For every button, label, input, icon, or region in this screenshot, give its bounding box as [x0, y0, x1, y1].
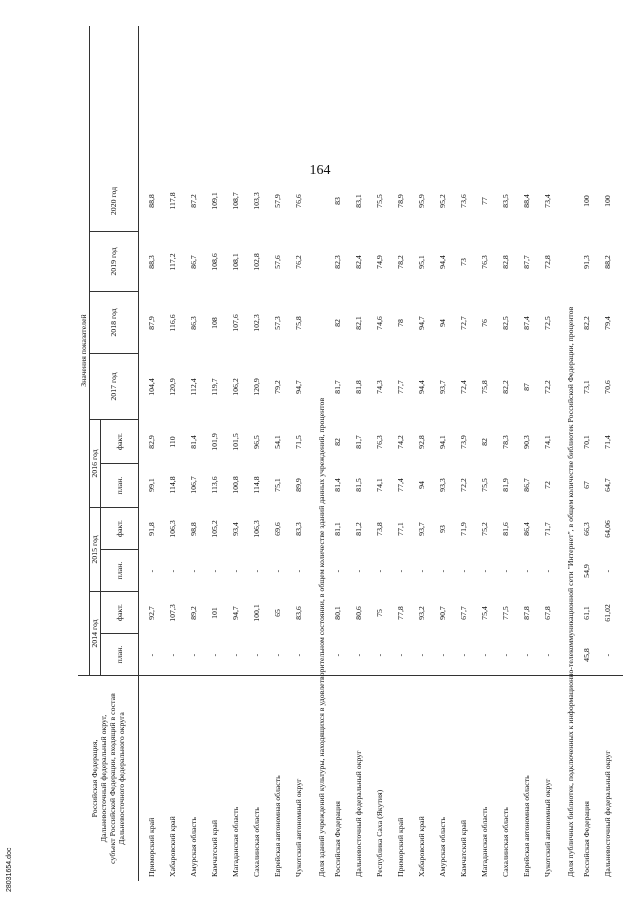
- value-cell: 77,7: [396, 380, 405, 394]
- value-cell: 103,3: [252, 192, 261, 210]
- value-cell: 93,3: [438, 478, 447, 492]
- value-cell: 110: [168, 436, 177, 448]
- value-cell: 101,9: [210, 433, 219, 451]
- value-cell: 81,9: [501, 478, 510, 492]
- rotated-table-frame: [78, 26, 623, 881]
- value-cell: -: [417, 653, 426, 657]
- value-cell: 75,4: [480, 606, 489, 620]
- value-cell: 120,9: [252, 378, 261, 396]
- values-title: Значения показателей: [78, 26, 90, 675]
- value-cell: 83,5: [501, 194, 510, 208]
- value-cell: 99,1: [147, 478, 156, 492]
- value-cell: -: [438, 569, 447, 573]
- value-cell: 75,8: [480, 380, 489, 394]
- value-cell: 93,4: [231, 522, 240, 536]
- year-2014-label: 2014 год: [89, 592, 101, 675]
- value-cell: 107,3: [168, 604, 177, 622]
- value-cell: 54,9: [582, 564, 591, 578]
- value-cell: 72,5: [543, 316, 552, 330]
- value-cell: -: [189, 653, 198, 657]
- value-cell: -: [501, 653, 510, 657]
- value-cell: -: [231, 569, 240, 573]
- region-header-line: субъект Российской Федерации, входящий в состав: [108, 693, 117, 864]
- value-cell: 81,8: [354, 380, 363, 394]
- value-cell: 72,4: [459, 380, 468, 394]
- section-heading: Доля зданий учреждений культуры, находящихся в удовлетворительном состоянии, в общем количестве зданий данных учреждений, процентов: [317, 397, 326, 877]
- value-cell: 82: [333, 438, 342, 446]
- value-cell: 92,8: [417, 435, 426, 449]
- value-cell: 75: [375, 609, 384, 617]
- value-cell: 57,9: [273, 194, 282, 208]
- value-cell: 75,1: [273, 478, 282, 492]
- value-cell: 77,8: [396, 606, 405, 620]
- value-cell: 82: [480, 438, 489, 446]
- value-cell: -: [354, 653, 363, 657]
- region-header-line: Российская Федерация,: [90, 739, 99, 818]
- value-cell: -: [210, 653, 219, 657]
- row-label: Магаданская область: [231, 806, 240, 877]
- value-cell: -: [459, 569, 468, 573]
- value-cell: -: [480, 569, 489, 573]
- value-cell: -: [231, 653, 240, 657]
- value-cell: 94: [417, 481, 426, 489]
- value-cell: 94,7: [417, 316, 426, 330]
- value-cell: 73,6: [459, 194, 468, 208]
- value-cell: 76,3: [375, 435, 384, 449]
- year-2019-header: 2019 год: [89, 231, 138, 291]
- value-cell: 76,3: [480, 255, 489, 269]
- value-cell: 102,3: [252, 314, 261, 332]
- value-cell: 81,4: [189, 435, 198, 449]
- value-cell: -: [522, 653, 531, 657]
- value-cell: 100,8: [231, 476, 240, 494]
- value-cell: 98,8: [189, 522, 198, 536]
- value-cell: 119,7: [210, 378, 219, 396]
- value-cell: 80,6: [354, 606, 363, 620]
- row-label: Камчатский край: [210, 819, 219, 877]
- value-cell: 112,4: [189, 378, 198, 396]
- value-cell: -: [438, 653, 447, 657]
- value-cell: 64,06: [603, 520, 612, 538]
- value-cell: 74,9: [375, 255, 384, 269]
- value-cell: 78,9: [396, 194, 405, 208]
- row-label: Сахалинская область: [501, 807, 510, 877]
- value-cell: 104,4: [147, 378, 156, 396]
- value-cell: 94,7: [294, 380, 303, 394]
- value-cell: 81,7: [354, 435, 363, 449]
- region-header-line: Дальневосточный федеральный округ,: [99, 714, 108, 843]
- value-cell: 91,3: [582, 255, 591, 269]
- value-cell: 83,1: [354, 194, 363, 208]
- value-cell: 77,5: [501, 606, 510, 620]
- value-cell: 87,4: [522, 316, 531, 330]
- value-cell: 93,7: [417, 522, 426, 536]
- row-label: Магаданская область: [480, 806, 489, 877]
- row-label: Дальневосточный федеральный округ: [354, 750, 363, 877]
- value-cell: 107,6: [231, 314, 240, 332]
- value-cell: 61,1: [582, 606, 591, 620]
- value-cell: 88,2: [603, 255, 612, 269]
- value-cell: 82,5: [501, 316, 510, 330]
- value-cell: 100: [582, 195, 591, 207]
- value-cell: 82,2: [582, 316, 591, 330]
- year-2015-label: 2015 год: [89, 508, 101, 591]
- value-cell: 88,4: [522, 194, 531, 208]
- value-cell: 114,8: [168, 476, 177, 494]
- value-cell: -: [333, 653, 342, 657]
- value-cell: 87,8: [522, 606, 531, 620]
- value-cell: 76,6: [294, 194, 303, 208]
- value-cell: 75,5: [480, 478, 489, 492]
- value-cell: -: [501, 569, 510, 573]
- value-cell: 109,1: [210, 192, 219, 210]
- region-header-line: Дальневосточного федерального округа: [117, 712, 126, 845]
- row-label: Республика Саха (Якутия): [375, 789, 384, 877]
- value-cell: 90,7: [438, 606, 447, 620]
- value-cell: 94,7: [231, 606, 240, 620]
- value-cell: 69,6: [273, 522, 282, 536]
- value-cell: 82,4: [354, 255, 363, 269]
- value-cell: 95,1: [417, 255, 426, 269]
- row-label: Чукотский автономный округ: [294, 778, 303, 877]
- row-label: Российская Федерация: [582, 801, 591, 877]
- value-cell: 83,6: [294, 606, 303, 620]
- year-2017-header: 2017 год: [89, 353, 138, 419]
- value-cell: -: [543, 569, 552, 573]
- value-cell: 113,6: [210, 476, 219, 494]
- value-cell: 81,4: [333, 478, 342, 492]
- value-cell: 74,6: [375, 316, 384, 330]
- value-cell: 72,2: [459, 478, 468, 492]
- year-2016-group: [89, 419, 138, 507]
- value-cell: 79,2: [273, 380, 282, 394]
- value-cell: 86,3: [189, 316, 198, 330]
- value-cell: 67,8: [543, 606, 552, 620]
- values-area: [78, 26, 623, 675]
- value-cell: 101,5: [231, 433, 240, 451]
- value-cell: -: [147, 653, 156, 657]
- value-cell: 93,7: [438, 380, 447, 394]
- value-cell: 71,7: [543, 522, 552, 536]
- value-cell: -: [396, 653, 405, 657]
- fact-header: факт.: [114, 433, 124, 450]
- value-cell: 88,3: [147, 255, 156, 269]
- value-cell: 102,8: [252, 253, 261, 271]
- value-cell: -: [294, 569, 303, 573]
- value-cell: 87,9: [147, 316, 156, 330]
- value-cell: 105,2: [210, 520, 219, 538]
- value-cell: 82,9: [147, 435, 156, 449]
- section-heading: Доля публичных библиотек, подключенных к информационно-телекоммуникационной сети "Интернет", в общем количестве библиотек Российской Федерации, процентов: [566, 306, 575, 877]
- value-cell: 64,7: [603, 478, 612, 492]
- value-cell: 77,4: [396, 478, 405, 492]
- value-cell: -: [522, 569, 531, 573]
- value-cell: 74,2: [396, 435, 405, 449]
- value-cell: 93,2: [417, 606, 426, 620]
- values-header: [78, 26, 139, 675]
- value-cell: 76,2: [294, 255, 303, 269]
- value-cell: 90,3: [522, 435, 531, 449]
- value-cell: 71,9: [459, 522, 468, 536]
- value-cell: -: [480, 653, 489, 657]
- row-label: Еврейская автономная область: [522, 775, 531, 877]
- value-cell: 57,3: [273, 316, 282, 330]
- value-cell: 73,9: [459, 435, 468, 449]
- value-cell: 95,9: [417, 194, 426, 208]
- value-cell: 106,2: [231, 378, 240, 396]
- value-cell: -: [189, 569, 198, 573]
- page-number: 164: [309, 163, 331, 178]
- fact-header: факт.: [114, 604, 124, 621]
- value-cell: 71,4: [603, 435, 612, 449]
- plan-header: план.: [100, 549, 138, 591]
- value-cell: 45,8: [582, 648, 591, 662]
- row-label: Камчатский край: [459, 819, 468, 877]
- value-cell: -: [354, 569, 363, 573]
- value-cell: 82: [333, 319, 342, 327]
- row-label: Приморский край: [396, 817, 405, 877]
- value-cell: 96,5: [252, 435, 261, 449]
- value-cell: 82,3: [333, 255, 342, 269]
- row-label: Еврейская автономная область: [273, 775, 282, 877]
- value-cell: 74,1: [543, 435, 552, 449]
- year-2015-group: [89, 507, 138, 591]
- value-cell: -: [252, 569, 261, 573]
- value-cell: 92,7: [147, 606, 156, 620]
- value-cell: 81,1: [333, 522, 342, 536]
- value-cell: 116,6: [168, 314, 177, 332]
- value-cell: 78,2: [396, 255, 405, 269]
- value-cell: -: [273, 569, 282, 573]
- value-cell: 108,1: [231, 253, 240, 271]
- year-2014-group: [89, 591, 138, 675]
- value-cell: 74,3: [375, 380, 384, 394]
- value-cell: 86,7: [522, 478, 531, 492]
- value-cell: 73,1: [582, 380, 591, 394]
- value-cell: 81,7: [333, 380, 342, 394]
- year-2018-header: 2018 год: [89, 291, 138, 353]
- region-column-header: [78, 676, 139, 881]
- value-cell: -: [333, 569, 342, 573]
- value-cell: -: [147, 569, 156, 573]
- plan-header: план.: [100, 463, 138, 507]
- value-cell: 94,4: [438, 255, 447, 269]
- value-cell: -: [273, 653, 282, 657]
- indicator-table: [78, 26, 623, 881]
- value-cell: 71,5: [294, 435, 303, 449]
- value-cell: 94,1: [438, 435, 447, 449]
- value-cell: 86,7: [189, 255, 198, 269]
- row-label: Хабаровский край: [417, 816, 426, 877]
- value-cell: 61,02: [603, 604, 612, 622]
- value-cell: 108: [210, 317, 219, 329]
- footer-code: 28031654.doc: [6, 847, 13, 892]
- value-cell: 57,6: [273, 255, 282, 269]
- value-cell: 87: [522, 383, 531, 391]
- row-label: Чукотский автономный округ: [543, 778, 552, 877]
- value-cell: 73: [459, 258, 468, 266]
- value-cell: 66,3: [582, 522, 591, 536]
- value-cell: 89,9: [294, 478, 303, 492]
- value-cell: 94: [438, 319, 447, 327]
- value-cell: 67: [582, 481, 591, 489]
- value-cell: -: [252, 653, 261, 657]
- value-cell: 70,1: [582, 435, 591, 449]
- value-cell: -: [417, 569, 426, 573]
- value-cell: 106,7: [189, 476, 198, 494]
- value-cell: 108,7: [231, 192, 240, 210]
- value-cell: 54,1: [273, 435, 282, 449]
- value-cell: 72: [543, 481, 552, 489]
- value-cell: -: [603, 569, 612, 573]
- value-cell: 67,7: [459, 606, 468, 620]
- value-cell: 100,1: [252, 604, 261, 622]
- value-cell: 77: [480, 197, 489, 205]
- value-cell: 120,9: [168, 378, 177, 396]
- value-cell: 65: [273, 609, 282, 617]
- value-cell: 117,2: [168, 253, 177, 271]
- value-cell: 74,1: [375, 478, 384, 492]
- value-cell: 91,8: [147, 522, 156, 536]
- value-cell: 86,4: [522, 522, 531, 536]
- value-cell: 83: [333, 197, 342, 205]
- value-cell: 82,8: [501, 255, 510, 269]
- value-cell: -: [375, 653, 384, 657]
- row-label: Российская Федерация: [333, 801, 342, 877]
- value-cell: -: [459, 653, 468, 657]
- value-cell: 75,5: [375, 194, 384, 208]
- row-label: Амурская область: [438, 817, 447, 877]
- value-cell: 100: [603, 195, 612, 207]
- value-cell: 75,8: [294, 316, 303, 330]
- value-cell: 72,7: [459, 316, 468, 330]
- value-cell: 114,8: [252, 476, 261, 494]
- value-cell: -: [375, 569, 384, 573]
- value-cell: 82,2: [501, 380, 510, 394]
- value-cell: 76: [480, 319, 489, 327]
- value-cell: 79,4: [603, 316, 612, 330]
- value-cell: 88,8: [147, 194, 156, 208]
- row-label: Приморский край: [147, 817, 156, 877]
- value-cell: 87,2: [189, 194, 198, 208]
- value-cell: -: [396, 569, 405, 573]
- row-label: Сахалинская область: [252, 807, 261, 877]
- value-cell: -: [543, 653, 552, 657]
- value-cell: 83,3: [294, 522, 303, 536]
- value-cell: 73,4: [543, 194, 552, 208]
- value-cell: 70,6: [603, 380, 612, 394]
- value-cell: 89,2: [189, 606, 198, 620]
- value-cell: 117,8: [168, 192, 177, 210]
- value-cell: 108,6: [210, 253, 219, 271]
- value-cell: 106,3: [252, 520, 261, 538]
- value-cell: 77,1: [396, 522, 405, 536]
- row-label: Хабаровский край: [168, 816, 177, 877]
- value-cell: -: [168, 653, 177, 657]
- value-cell: 82,1: [354, 316, 363, 330]
- value-cell: 78: [396, 319, 405, 327]
- value-cell: 81,6: [501, 522, 510, 536]
- fact-header: факт.: [114, 520, 124, 537]
- value-cell: 73,8: [375, 522, 384, 536]
- value-cell: 72,8: [543, 255, 552, 269]
- value-cell: -: [294, 653, 303, 657]
- row-label: Дальневосточный федеральный округ: [603, 750, 612, 877]
- value-cell: -: [210, 569, 219, 573]
- value-cell: 81,2: [354, 522, 363, 536]
- value-cell: 75,2: [480, 522, 489, 536]
- year-2016-label: 2016 год: [89, 420, 101, 507]
- plan-header: план.: [100, 633, 138, 675]
- value-cell: 78,3: [501, 435, 510, 449]
- value-cell: 72,2: [543, 380, 552, 394]
- row-label: Амурская область: [189, 817, 198, 877]
- value-cell: 80,1: [333, 606, 342, 620]
- value-cell: 106,3: [168, 520, 177, 538]
- value-cell: 81,5: [354, 478, 363, 492]
- value-cell: 101: [210, 607, 219, 619]
- value-cell: -: [168, 569, 177, 573]
- value-cell: 95,2: [438, 194, 447, 208]
- value-cell: -: [603, 653, 612, 657]
- value-cell: 93: [438, 525, 447, 533]
- value-cell: 94,4: [417, 380, 426, 394]
- value-cell: 87,7: [522, 255, 531, 269]
- year-2020-header: 2020 год: [109, 186, 118, 216]
